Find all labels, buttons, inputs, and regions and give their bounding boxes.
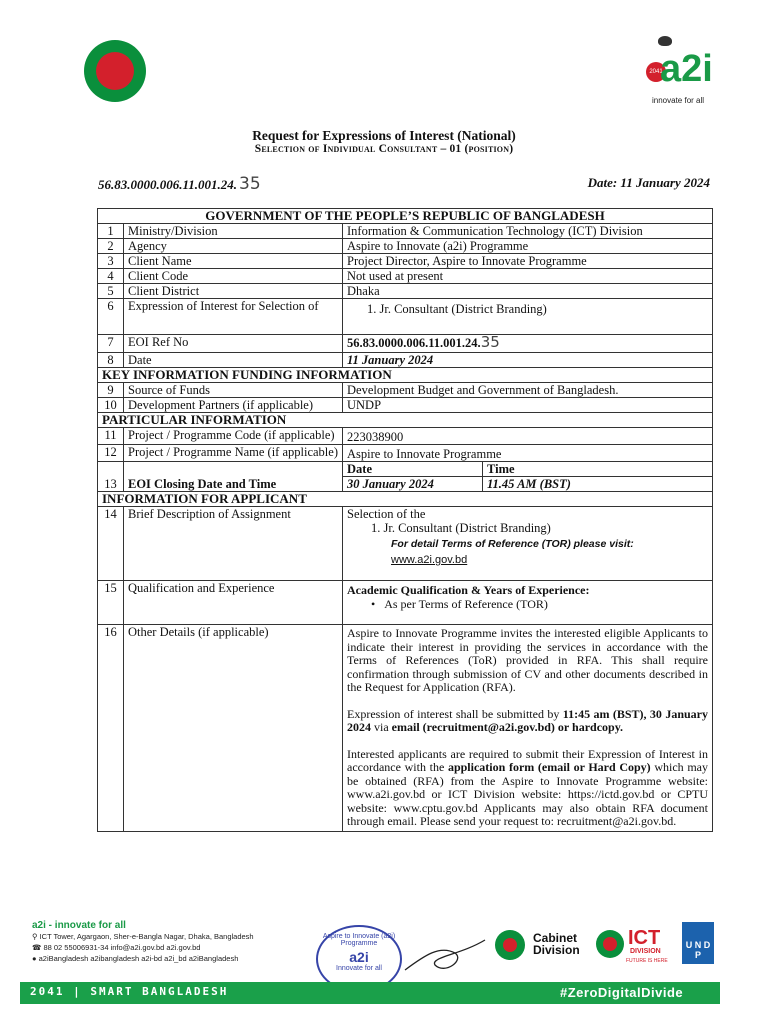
qualification-bullet: As per Terms of Reference (TOR) xyxy=(384,597,548,611)
bird-icon xyxy=(658,36,672,46)
row-label: Client Code xyxy=(124,269,343,284)
bullet-icon: • xyxy=(371,597,385,611)
qualification-heading: Academic Qualification & Years of Experience: xyxy=(347,583,590,597)
p3-text: Interested applicants are required to submit their Expression of Interest in accordance with the xyxy=(347,746,708,774)
table-row xyxy=(98,284,713,299)
closing-time: 11.45 AM (BST) xyxy=(483,477,713,492)
p3-rest: which may be obtained (RFA) from the Aspire to Innovate Programme website: www.a2i.gov.bd or ICT Division website: https://ictd.gov.bd or CPTU website: www.cptu.gov.bd Applicants may also obtain RFA document through email. Please send your request to: recruitment@a2i.gov.bd. xyxy=(347,760,708,828)
closing-time-header: Time xyxy=(483,462,713,477)
row-number: 15 xyxy=(98,581,124,625)
row-value: Aspire to Innovate Programme xyxy=(343,445,713,462)
table-row xyxy=(98,353,713,368)
cabinet-text: Cabinet xyxy=(533,931,578,945)
a2i-2041-badge: 2041 xyxy=(646,62,666,82)
p2-end: or hardcopy. xyxy=(554,720,624,734)
footer-brand: a2i - innovate for all xyxy=(32,920,126,931)
footer-address: ICT Tower, Agargaon, Sher-e-Bangla Nagar, Dhaka, Bangladesh xyxy=(39,932,254,941)
row-label: Project / Programme Code (if applicable) xyxy=(124,428,343,445)
ict-emblem-icon xyxy=(596,930,624,958)
row-label: Ministry/Division xyxy=(124,224,343,239)
details-paragraph-1: Aspire to Innovate Programme invites the interested eligible Applicants to indicate their interest in providing the services in accordance with the Terms of References (ToR) provided in RFA. This shall require confirmation through submission of CV and other documents described in the Request for Application (RFA). xyxy=(347,626,708,694)
row-value: Information & Communication Technology (ICT) Division xyxy=(343,224,713,239)
row-number: 11 xyxy=(98,428,124,445)
row-number: 5 xyxy=(98,284,124,299)
tor-link[interactable]: www.a2i.gov.bd xyxy=(391,554,468,566)
social-icon: ● xyxy=(32,954,39,963)
row-label: Development Partners (if applicable) xyxy=(124,398,343,413)
signature xyxy=(400,935,490,980)
row-value xyxy=(343,507,713,581)
a2i-logo xyxy=(638,36,718,106)
closing-date: 30 January 2024 xyxy=(343,477,483,492)
table-row xyxy=(98,477,713,492)
table-row xyxy=(98,398,713,413)
footer-bar-slogan: 2041 | SMART BANGLADESH xyxy=(30,985,229,998)
eoi-ref-handwritten: 35 xyxy=(480,333,500,351)
footer-social: a2iBangladesh a2ibangladesh a2i-bd a2i_bd a2iBangladesh xyxy=(38,954,239,963)
row-label: Other Details (if applicable) xyxy=(124,625,343,832)
row-value: 1. Jr. Consultant (District Branding) xyxy=(343,299,713,335)
row-number: 9 xyxy=(98,383,124,398)
row-number: 8 xyxy=(98,353,124,368)
section-funding: KEY INFORMATION FUNDING INFORMATION xyxy=(98,368,713,383)
row-value: Aspire to Innovate (a2i) Programme xyxy=(343,239,713,254)
a2i-tagline: innovate for all xyxy=(652,96,705,105)
division-text: Division xyxy=(533,943,580,957)
location-icon: ⚲ xyxy=(32,932,40,941)
assignment-intro: Selection of the xyxy=(347,507,426,521)
row-label: Project / Programme Name (if applicable) xyxy=(124,445,343,462)
table-row xyxy=(98,335,713,353)
row-label: Qualification and Experience xyxy=(124,581,343,625)
row-number: 16 xyxy=(98,625,124,832)
gov-header: GOVERNMENT OF THE PEOPLE’S REPUBLIC OF BANGLADESH xyxy=(98,209,713,224)
row-value: Development Budget and Government of Bangladesh. xyxy=(343,383,713,398)
table-row xyxy=(98,445,713,462)
page-subtitle: Selection of Individual Consultant – 01 (position) xyxy=(254,143,514,155)
seal-a2i-mark: a2i xyxy=(349,949,369,965)
row-label: Agency xyxy=(124,239,343,254)
a2i-wordmark: a2i xyxy=(660,48,713,90)
row-label: Brief Description of Assignment xyxy=(124,507,343,581)
eoi-ref-value: 56.83.0000.006.11.001.24. xyxy=(347,336,481,350)
row-number: 10 xyxy=(98,398,124,413)
row-label: EOI Closing Date and Time xyxy=(124,477,343,492)
undp-text: U N D P xyxy=(685,940,711,960)
row-label: Client District xyxy=(124,284,343,299)
row-number: 14 xyxy=(98,507,124,581)
ref-prefix: 56.83.0000.006.11.001.24. xyxy=(98,177,238,192)
row-value: Project Director, Aspire to Innovate Programme xyxy=(343,254,713,269)
row-label: EOI Ref No xyxy=(124,335,343,353)
details-paragraph-2 xyxy=(347,708,708,735)
footer-contact xyxy=(32,920,254,964)
row-value xyxy=(343,335,713,353)
table-row xyxy=(98,462,713,477)
table-row xyxy=(98,299,713,335)
assignment-item: 1. Jr. Consultant (District Branding) xyxy=(371,521,551,535)
section-applicant: INFORMATION FOR APPLICANT xyxy=(98,492,713,507)
table-row xyxy=(98,507,713,581)
p2-deadline: 11:45 am (BST), 30 January 2024 xyxy=(347,706,708,734)
row-number: 2 xyxy=(98,239,124,254)
row-label: Expression of Interest for Selection of xyxy=(124,299,343,335)
page-title: Request for Expressions of Interest (National) xyxy=(252,128,516,143)
row-value xyxy=(343,581,713,625)
details-paragraph-3 xyxy=(347,748,708,829)
tor-note: For detail Terms of Reference (TOR) please visit: xyxy=(391,538,634,550)
row-label: Client Name xyxy=(124,254,343,269)
p2-text: Expression of interest shall be submitted by xyxy=(347,706,563,721)
row-value: 223038900 xyxy=(343,428,713,445)
table-row xyxy=(98,428,713,445)
row-value: UNDP xyxy=(343,398,713,413)
document-date: Date: 11 January 2024 xyxy=(587,175,710,190)
section-particular: PARTICULAR INFORMATION xyxy=(98,413,713,428)
table-row xyxy=(98,254,713,269)
eoi-table xyxy=(97,208,713,832)
cabinet-emblem-icon xyxy=(495,930,525,960)
row-label: Source of Funds xyxy=(124,383,343,398)
table-row xyxy=(98,383,713,398)
phone-icon: ☎ xyxy=(32,943,44,952)
p2-via: via xyxy=(371,720,392,734)
seal-inner-text: Innovate for all xyxy=(336,965,382,972)
row-number: 13 xyxy=(98,477,124,492)
p3-form: application form (email or Hard Copy) xyxy=(447,760,651,774)
row-value: Not used at present xyxy=(343,269,713,284)
ref-handwritten: 35 xyxy=(239,174,261,194)
emblem-map-icon xyxy=(96,52,134,90)
closing-date-header: Date xyxy=(343,462,483,477)
seal-text: Aspire to Innovate (a2i) Programme xyxy=(322,933,396,947)
row-number: 3 xyxy=(98,254,124,269)
undp-logo xyxy=(682,922,714,964)
row-label: Date xyxy=(124,353,343,368)
row-value: 11 January 2024 xyxy=(343,353,713,368)
table-row xyxy=(98,581,713,625)
ict-text: ICT xyxy=(628,927,661,949)
ict-tagline: FUTURE IS HERE xyxy=(626,958,668,964)
row-number: 6 xyxy=(98,299,124,335)
table-row xyxy=(98,239,713,254)
table-row xyxy=(98,269,713,284)
reference-number xyxy=(98,174,261,194)
row-number: 1 xyxy=(98,224,124,239)
row-value: Dhaka xyxy=(343,284,713,299)
bangladesh-govt-emblem xyxy=(84,40,146,102)
ict-division-text: DIVISION xyxy=(630,948,661,955)
table-row xyxy=(98,224,713,239)
row-number: 7 xyxy=(98,335,124,353)
row-number: 12 xyxy=(98,445,124,462)
table-row xyxy=(98,625,713,832)
row-value xyxy=(343,625,713,832)
footer-bar-hashtag: #ZeroDigitalDivide xyxy=(560,985,684,1000)
footer-phone-email: 88 02 55006931-34 info@a2i.gov.bd a2i.gov.bd xyxy=(43,943,201,952)
row-number: 4 xyxy=(98,269,124,284)
p2-email[interactable]: email (recruitment@a2i.gov.bd) xyxy=(391,720,555,734)
